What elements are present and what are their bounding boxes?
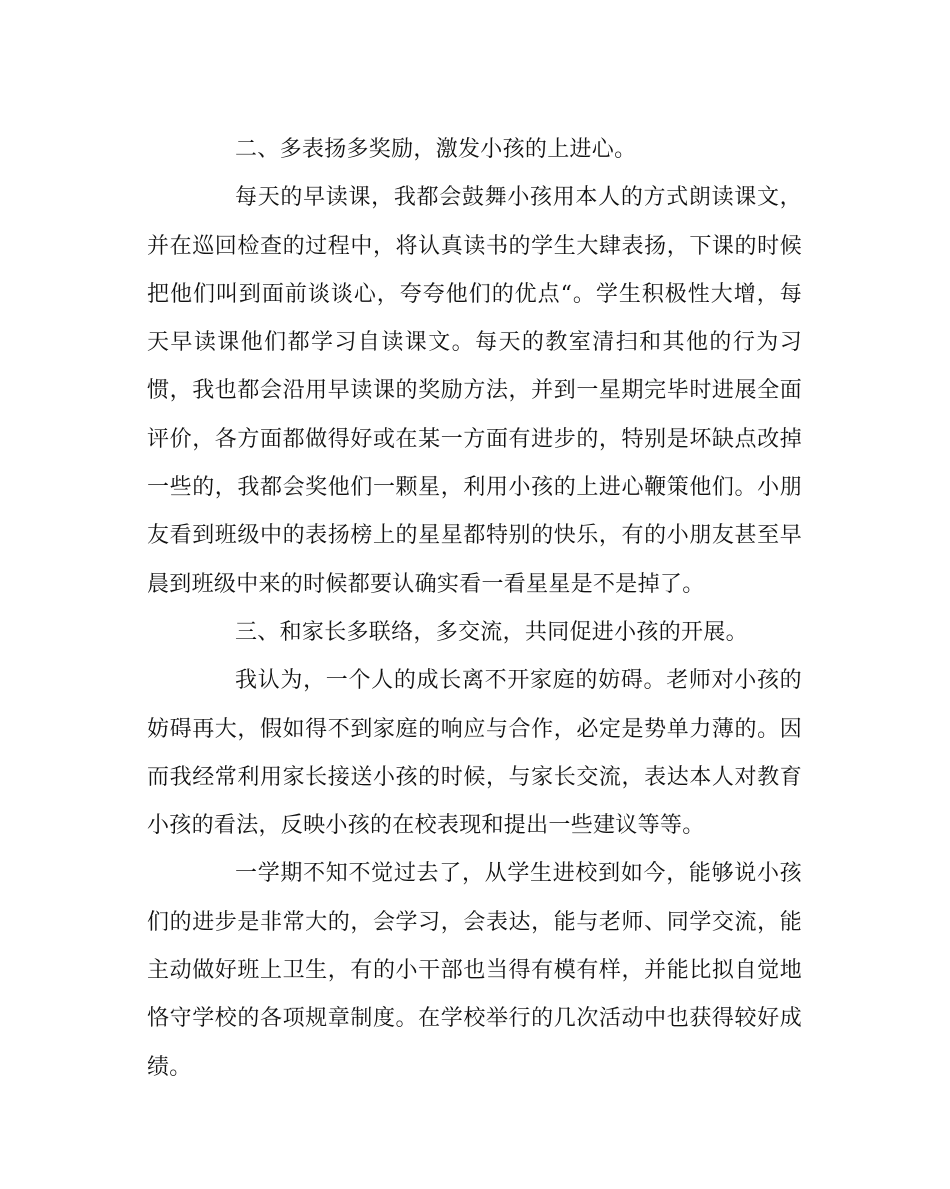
document-body (147, 126, 802, 1092)
section-heading-parents: 三、和家长多联络，多交流，共同促进小孩的开展。 (235, 619, 748, 645)
paragraph-semester-summary: 一学期不知不觉过去了，从学生进校到如今，能够说小孩们的进步是非常大的，会学习，会表达，能与老师、同学交流，能主动做好班上卫生，有的小干部也当得有模有样，并能比拟自觉地恪守学校的各项规章制度。在学校举行的几次活动中也获得较好成绩。 (147, 861, 802, 1080)
section-heading-praise: 二、多表扬多奖励，激发小孩的上进心。 (235, 137, 637, 162)
paragraph-morning-reading: 每天的早读课，我都会鼓舞小孩用本人的方式朗读课文，并在巡回检查的过程中，将认真读书的学生大肆表扬，下课的时候把他们叫到面前谈谈心，夸夸他们的优点“。学生积极性大增，每天早读课他们都学习自读课文。每天的教室清扫和其他的行为习惯，我也都会沿用早读课的奖励方法，并到一星期完毕时进展全面评价，各方面都做得好或在某一方面有进步的，特别是坏缺点改掉一些的，我都会奖他们一颗星，利用小孩的上进心鞭策他们。小朋友看到班级中的表扬榜上的星星都特别的快乐，有的小朋友甚至早晨到班级中来的时候都要认确实看一看星星是不是掉了。 (147, 185, 802, 597)
paragraph-family-influence: 我认为，一个人的成长离不开家庭的妨碍。老师对小孩的妨碍再大，假如得不到家庭的响应与合作，必定是势单力薄的。因而我经常利用家长接送小孩的时候，与家长交流，表达本人对教育小孩的看法，反映小孩的在校表现和提出一些建议等等。 (147, 668, 802, 839)
